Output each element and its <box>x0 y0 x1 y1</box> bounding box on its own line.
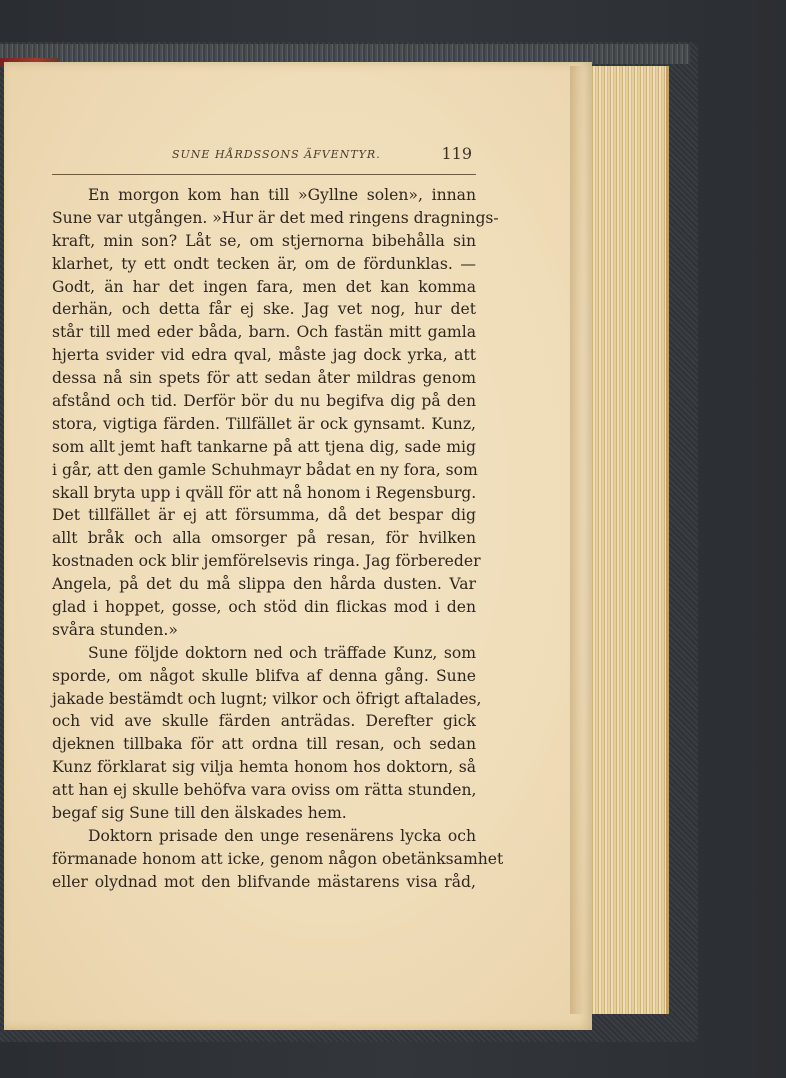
text-line: hjerta svider vid edra qval, måste jag dock yrka, att <box>52 346 476 365</box>
text-line: kraft, min son? Låt se, om stjernorna bibehålla sin <box>52 231 476 250</box>
text-line: En morgon kom han till »Gyllne solen», innan <box>88 186 476 204</box>
page-header <box>52 138 476 175</box>
text-line: Sune var utgången. »Hur är det med ringens dragnings- <box>52 208 499 227</box>
text-line: skall bryta upp i qväll för att nå honom i Regensburg. <box>52 483 477 502</box>
text-line: eller olydnad mot den blifvande mästarens visa råd, <box>52 872 476 891</box>
text-line: kostnaden ock blir jemförelsevis ringa. Jag förbereder <box>52 552 481 571</box>
text-line: allt bråk och alla omsorger på resan, för hvilken <box>52 529 476 548</box>
text-line: Godt, än har det ingen fara, men det kan komma <box>52 277 476 296</box>
text-line: Angela, på det du må slippa den hårda dusten. Var <box>52 575 476 594</box>
text-line: Sune följde doktorn ned och träffade Kunz, som <box>88 643 476 662</box>
text-line: som allt jemt haft tankarne på att tjena dig, sade mig <box>52 437 476 456</box>
text-line: dessa nå sin spets för att sedan åter mildras genom <box>52 369 476 388</box>
text-line: står till med eder båda, barn. Och fastän mitt gamla <box>52 323 476 342</box>
page-number: 119 <box>441 144 472 163</box>
text-line: derhän, och detta får ej ske. Jag vet nog, hur det <box>52 300 476 319</box>
text-line: Kunz förklarat sig vilja hemta honom hos doktorn, så <box>52 758 476 777</box>
text-line: afstånd och tid. Derför bör du nu begifva dig på den <box>52 392 476 411</box>
text-line: klarhet, ty ett ondt tecken är, om de fördunklas. — <box>52 254 476 273</box>
text-line: sporde, om något skulle blifva af denna gång. Sune <box>52 666 476 685</box>
text-line: i går, att den gamle Schuhmayr bådat en ny fora, som <box>52 460 478 479</box>
gutter-shadow <box>570 66 584 1014</box>
running-title: SUNE HÅRDSSONS ÄFVENTYR. <box>172 148 381 161</box>
text-line: och vid ave skulle färden anträdas. Derefter gick <box>52 712 476 731</box>
text-line: förmanade honom att icke, genom någon obetänksamhet <box>52 849 504 868</box>
cover-rim <box>0 44 690 64</box>
text-line: glad i hoppet, gosse, och stöd din flickas mod i den <box>52 598 476 617</box>
body-text <box>52 184 504 894</box>
text-line: Det tillfället är ej att försumma, då det bespar dig <box>52 506 476 525</box>
text-line: Doktorn prisade den unge resenärens lycka och <box>88 826 476 845</box>
text-line: stora, vigtiga färden. Tillfället är ock gynsamt. Kunz, <box>52 414 476 433</box>
text-line: begaf sig Sune till den älskades hem. <box>52 804 347 823</box>
text-line: svåra stunden.» <box>52 620 178 639</box>
text-line: att han ej skulle behöfva vara oviss om rätta stunden, <box>52 781 477 800</box>
text-line: jakade bestämdt och lugnt; vilkor och öfrigt aftalades, <box>52 689 482 708</box>
text-line: djeknen tillbaka för att ordna till resan, och sedan <box>52 735 476 754</box>
